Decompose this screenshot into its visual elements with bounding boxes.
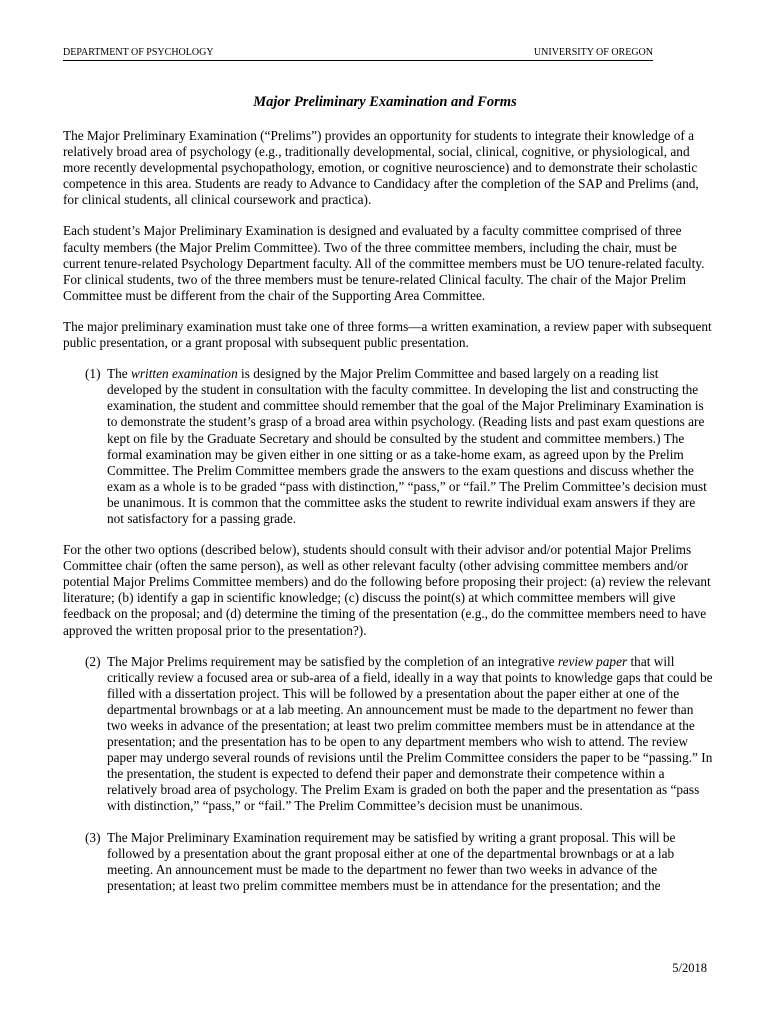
item-text: The Major Prelims requirement may be satisfied by the completion of an integrative review paper that will critically review a focused area or sub-area of a field, ideally in a way that points to knowledge gaps that could be filled with a dissertation project. This will be followed by a presentation about the paper either at one of the departmental brownbags or at a lab meeting. An announcement must be made to the department no fewer than two weeks in advance of the presentation; at least two prelim committee members must be in attendance at the presentation; and the presentation has to be open to any department members who wish to attend. The review paper may undergo several rounds of revisions until the Prelim Committee considers the paper to be “passing.” In the presentation, the student is expected to defend their paper and demonstrate their competence within a relatively broad area of psychology. The Prelim Exam is graded on both the paper and the presentation as “pass with distinction,” “pass,” or “fail.” The Prelim Committee’s decision must be unanimous. (107, 653, 713, 814)
page-date: 5/2018 (672, 961, 707, 975)
item-text: The written examination is designed by the Major Prelim Committee and based largely on a reading list developed by the student in consultation with the faculty committee. In developing the list and constructing the examination, the student and committee should remember that the goal of the Major Preliminary Examination is to demonstrate the student’s grasp of a broad area within psychology. (Reading lists and past exam questions are kept on file by the Graduate Secretary and should be consulted by the student and committee members.) The formal examination may be given either in one sitting or as a take-home exam, as agreed upon by the Prelim Committee. The Prelim Committee members grade the answers to the exam questions and discuss whether the exam as a whole is to be graded “pass with distinction,” “pass,” or “fail.” The Prelim Committee’s decision must be unanimous. It is common that the committee asks the student to rewrite individual exam answers if they are not satisfactory for a passing grade. (107, 366, 707, 526)
intro-paragraph: The Major Preliminary Examination (“Prelims”) provides an opportunity for students to integrate their knowledge of a relatively broad area of psychology (e.g., traditionally developmental, social, clinical, cognitive, or physiological, and more recently developmental psychopathology, emotion, or cognitive neuroscience) and to demonstrate their scholastic competence in this area. Students are ready to Advance to Candidacy after the completion of the SAP and Prelims (and, for clinical students, all clinical coursework and practica). (63, 128, 699, 208)
option-grant-proposal (63, 830, 713, 894)
university-name: UNIVERSITY OF OREGON (533, 47, 653, 58)
item-number: (1) (85, 366, 101, 382)
document-body (63, 128, 713, 909)
document-title: Major Preliminary Examination and Forms (253, 94, 517, 110)
forms-paragraph: The major preliminary examination must take one of three forms—a written examination, a review paper with subsequent public presentation, or a grant proposal with subsequent public presentation. (63, 318, 712, 351)
page-header (63, 46, 653, 61)
other-options-paragraph: For the other two options (described below), students should consult with their advisor and/or potential Major Prelims Committee chair (often the same person), as well as other relevant faculty (other advising committee members and/or potential Major Prelims Committee members) and do the following before proposing their project: (a) review the relevant literature; (b) identify a gap in scientific knowledge; (c) discuss the point(s) at which committee members will give feedback on the proposal; and (d) determine the timing of the presentation (e.g., do the committee members need to have approved the written proposal prior to the presentation?). (63, 542, 711, 638)
department-name: DEPARTMENT OF PSYCHOLOGY (63, 47, 214, 58)
item-text: The Major Preliminary Examination requirement may be satisfied by writing a grant proposal. This will be followed by a presentation about the grant proposal either at one of the departmental brownbags or at a lab meeting. An announcement must be made to the department no fewer than two weeks in advance of the presentation; at least two prelim committee members must be in attendance for the presentation; and the (107, 829, 676, 893)
item-number: (3) (85, 829, 101, 845)
item-number: (2) (85, 653, 101, 669)
emphasis-written-examination: written examination (131, 366, 238, 382)
emphasis-review-paper: review paper (557, 653, 628, 669)
option-review-paper (63, 654, 713, 815)
committee-paragraph: Each student’s Major Preliminary Examination is designed and evaluated by a faculty committee comprised of three faculty members (the Major Prelim Committee). Two of the three committee members, including the chair, must be current tenure-related Psychology Department faculty. All of the committee members must be UO tenure-related faculty. For clinical students, two of the three members must be tenure-related Clinical faculty. The chair of the Major Prelim Committee must be different from the chair of the Supporting Area Committee. (63, 223, 705, 303)
option-written-exam (63, 366, 713, 527)
